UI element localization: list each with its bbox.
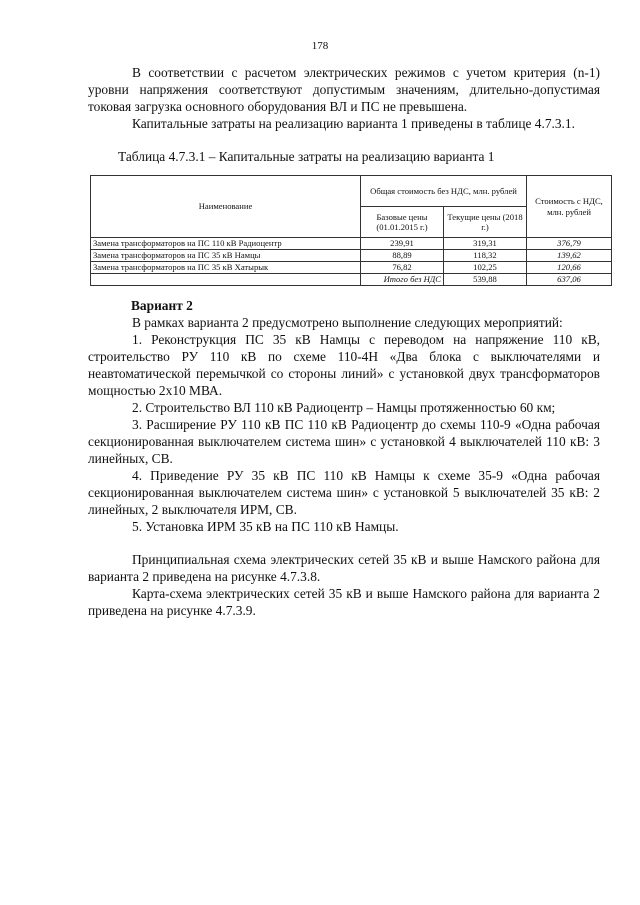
variant-2-item-3: 3. Расширение РУ 110 кВ ПС 110 кВ Радиоцентр до схемы 110-9 «Одна рабочая секционированная выключателем система шин» с установкой 4 выключателей 110 кВ: 3 линейных, СВ. xyxy=(88,417,600,466)
intro-paragraph-2: Капитальные затраты на реализацию варианта 1 приведены в таблице 4.7.3.1. xyxy=(132,116,575,131)
table-total-row xyxy=(91,274,612,286)
row-name: Замена трансформаторов на ПС 35 кВ Хатырык xyxy=(91,262,361,274)
row-name: Замена трансформаторов на ПС 35 кВ Намцы xyxy=(91,250,361,262)
row-current-price: 319,31 xyxy=(444,238,527,250)
variant-2-item-5: 5. Установка ИРМ 35 кВ на ПС 110 кВ Намцы. xyxy=(132,519,399,534)
row-base-price: 88,89 xyxy=(361,250,444,262)
row-current-price: 102,25 xyxy=(444,262,527,274)
total-current-price: 539,88 xyxy=(444,274,527,286)
header-base-prices: Базовые цены (01.01.2015 г.) xyxy=(361,207,444,238)
table-header-row xyxy=(91,176,612,207)
variant-2-item-4: 4. Приведение РУ 35 кВ ПС 110 кВ Намцы к схеме 35-9 «Одна рабочая секционированная выключателем система шин» с установкой 5 выключателей 35 кВ: 2 линейных, 2 выключателя ИРМ, СВ. xyxy=(88,468,600,517)
header-name: Наименование xyxy=(91,176,361,238)
header-total-without-vat: Общая стоимость без НДС, млн. рублей xyxy=(361,176,527,207)
variant-2-intro: В рамках варианта 2 предусмотрено выполнение следующих мероприятий: xyxy=(132,315,563,330)
table-caption: Таблица 4.7.3.1 – Капитальные затраты на реализацию варианта 1 xyxy=(118,149,495,164)
variant-2-heading: Вариант 2 xyxy=(131,298,193,313)
closing-paragraph-1: Принципиальная схема электрических сетей 35 кВ и выше Намского района для варианта 2 приведена на рисунке 4.7.3.8. xyxy=(88,552,600,584)
total-label: Итого без НДС xyxy=(361,274,444,286)
capital-cost-table xyxy=(90,175,612,286)
table-row xyxy=(91,250,612,262)
header-current-prices: Текущие цены (2018 г.) xyxy=(444,207,527,238)
table-row xyxy=(91,262,612,274)
intro-paragraph-1: В соответствии с расчетом электрических режимов с учетом критерия (n-1) уровни напряжения соответствуют допустимым значениям, длительно-допустимая токовая загрузка основного оборудования ВЛ и ПС не превышена. xyxy=(88,65,600,114)
variant-2-item-1: 1. Реконструкция ПС 35 кВ Намцы с переводом на напряжение 110 кВ, строительство РУ 110 кВ по схеме 110-4Н «Два блока с выключателями и неавтоматической перемычкой со стороны линий» с установкой двух трансформаторов мощностью 2х10 МВА. xyxy=(88,332,600,398)
closing-paragraph-2: Карта-схема электрических сетей 35 кВ и выше Намского района для варианта 2 приведена на рисунке 4.7.3.9. xyxy=(88,586,600,618)
row-cost-with-vat: 120,66 xyxy=(527,262,612,274)
row-cost-with-vat: 376,79 xyxy=(527,238,612,250)
row-current-price: 118,32 xyxy=(444,250,527,262)
total-cost-with-vat: 637,06 xyxy=(527,274,612,286)
page-number: 178 xyxy=(311,40,329,52)
total-empty-cell xyxy=(91,274,361,286)
row-name: Замена трансформаторов на ПС 110 кВ Радиоцентр xyxy=(91,238,361,250)
table-row xyxy=(91,238,612,250)
row-cost-with-vat: 139,62 xyxy=(527,250,612,262)
row-base-price: 76,82 xyxy=(361,262,444,274)
variant-2-item-2: 2. Строительство ВЛ 110 кВ Радиоцентр – Намцы протяженностью 60 км; xyxy=(132,400,556,415)
header-cost-with-vat: Стоимость с НДС, млн. рублей xyxy=(527,176,612,238)
row-base-price: 239,91 xyxy=(361,238,444,250)
